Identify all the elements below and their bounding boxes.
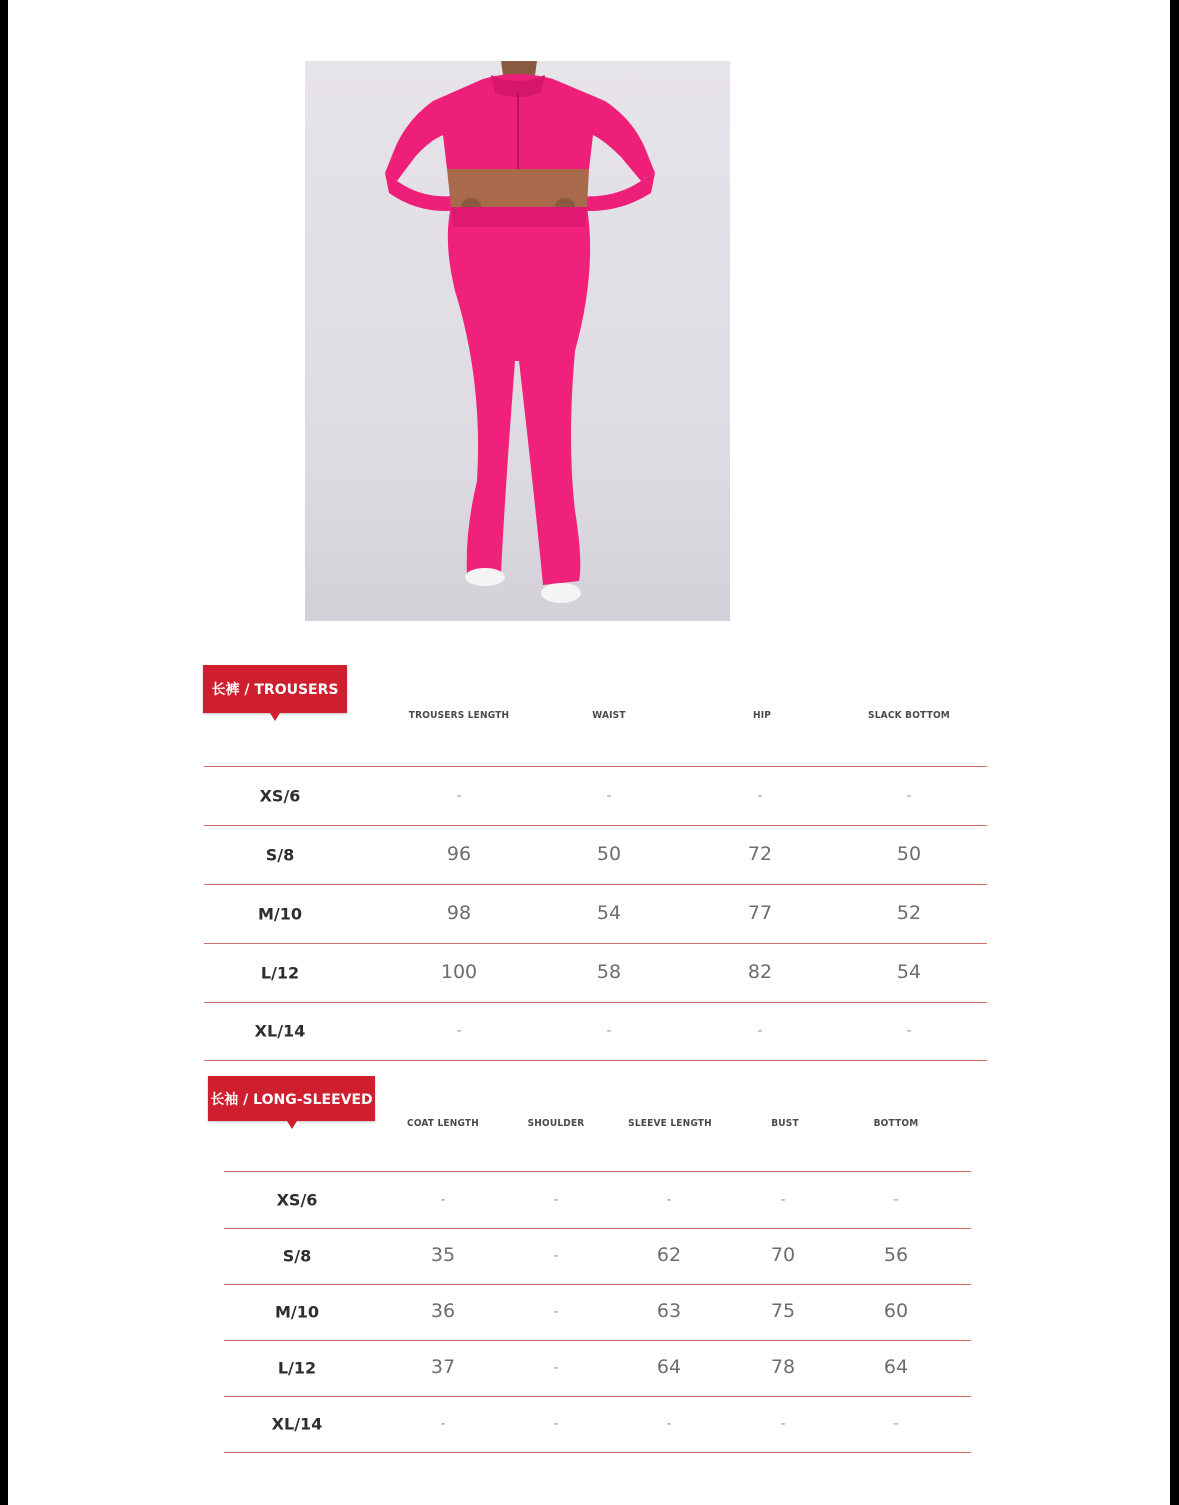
table-cell: 98 [446,902,472,924]
table-cell: - [440,1416,446,1432]
table-rule [204,825,987,826]
size-label: XL/14 [254,1021,306,1041]
table-cell: 52 [896,902,922,924]
table-cell: 75 [770,1300,796,1322]
table-cell: - [666,1192,672,1208]
table-cell: - [456,788,462,804]
table-rule [204,766,987,767]
table-cell: - [780,1192,786,1208]
table-rule [224,1284,971,1285]
table-cell: 64 [656,1356,682,1378]
table-cell: - [553,1304,559,1320]
table-rule [224,1340,971,1341]
table-cell: - [666,1416,672,1432]
table-rule [224,1228,971,1229]
table-cell: 54 [896,961,922,983]
table-rule [204,1060,987,1061]
table-cell: 63 [656,1300,682,1322]
long-sleeved-col-header: COAT LENGTH [407,1118,479,1129]
table-cell: - [553,1416,559,1432]
size-label: M/10 [257,904,303,924]
table-cell: - [893,1192,899,1208]
table-cell: - [456,1023,462,1039]
trousers-col-header: TROUSERS LENGTH [408,710,510,721]
table-cell: 50 [596,843,622,865]
table-cell: - [440,1192,446,1208]
table-cell: - [906,788,912,804]
table-cell: 100 [440,961,478,983]
long-sleeved-col-header: SLEEVE LENGTH [628,1118,712,1129]
table-cell: - [553,1192,559,1208]
table-cell: - [553,1248,559,1264]
table-cell: - [606,1023,612,1039]
table-cell: - [757,1023,763,1039]
table-cell: - [906,1023,912,1039]
table-cell: 62 [656,1244,682,1266]
table-cell: 96 [446,843,472,865]
table-cell: 78 [770,1356,796,1378]
table-cell: 70 [770,1244,796,1266]
trousers-tag: 长裤 / TROUSERS [203,665,347,713]
table-rule [204,884,987,885]
table-cell: 77 [747,902,773,924]
product-photo [305,61,730,621]
long-sleeved-col-header: BUST [771,1118,799,1129]
table-rule [204,943,987,944]
table-cell: 54 [596,902,622,924]
size-label: L/12 [260,963,300,983]
table-rule [204,1002,987,1003]
table-cell: - [780,1416,786,1432]
table-cell: 35 [430,1244,456,1266]
table-cell: 58 [596,961,622,983]
size-label: M/10 [274,1302,320,1322]
size-label: S/8 [265,845,295,865]
long-sleeved-col-header: BOTTOM [873,1118,919,1129]
size-label: XL/14 [271,1414,323,1434]
table-cell: - [757,788,763,804]
size-label: L/12 [277,1358,317,1378]
trousers-col-header: WAIST [592,710,626,721]
trousers-col-header: SLACK BOTTOM [868,710,950,721]
size-label: S/8 [282,1246,312,1266]
trousers-col-header: HIP [752,710,772,721]
table-rule [224,1171,971,1172]
table-cell: 50 [896,843,922,865]
table-cell: 72 [747,843,773,865]
table-cell: 64 [883,1356,909,1378]
table-cell: 82 [747,961,773,983]
table-cell: - [606,788,612,804]
size-label: XS/6 [259,786,301,806]
table-cell: - [553,1360,559,1376]
table-cell: 60 [883,1300,909,1322]
long-sleeved-col-header: SHOULDER [527,1118,585,1129]
table-rule [224,1452,971,1453]
size-label: XS/6 [276,1190,318,1210]
size-chart-page [8,0,1170,1505]
table-cell: 37 [430,1356,456,1378]
long-sleeved-tag: 长袖 / LONG-SLEEVED [208,1076,375,1121]
table-cell: - [893,1416,899,1432]
table-cell: 56 [883,1244,909,1266]
table-rule [224,1396,971,1397]
table-cell: 36 [430,1300,456,1322]
